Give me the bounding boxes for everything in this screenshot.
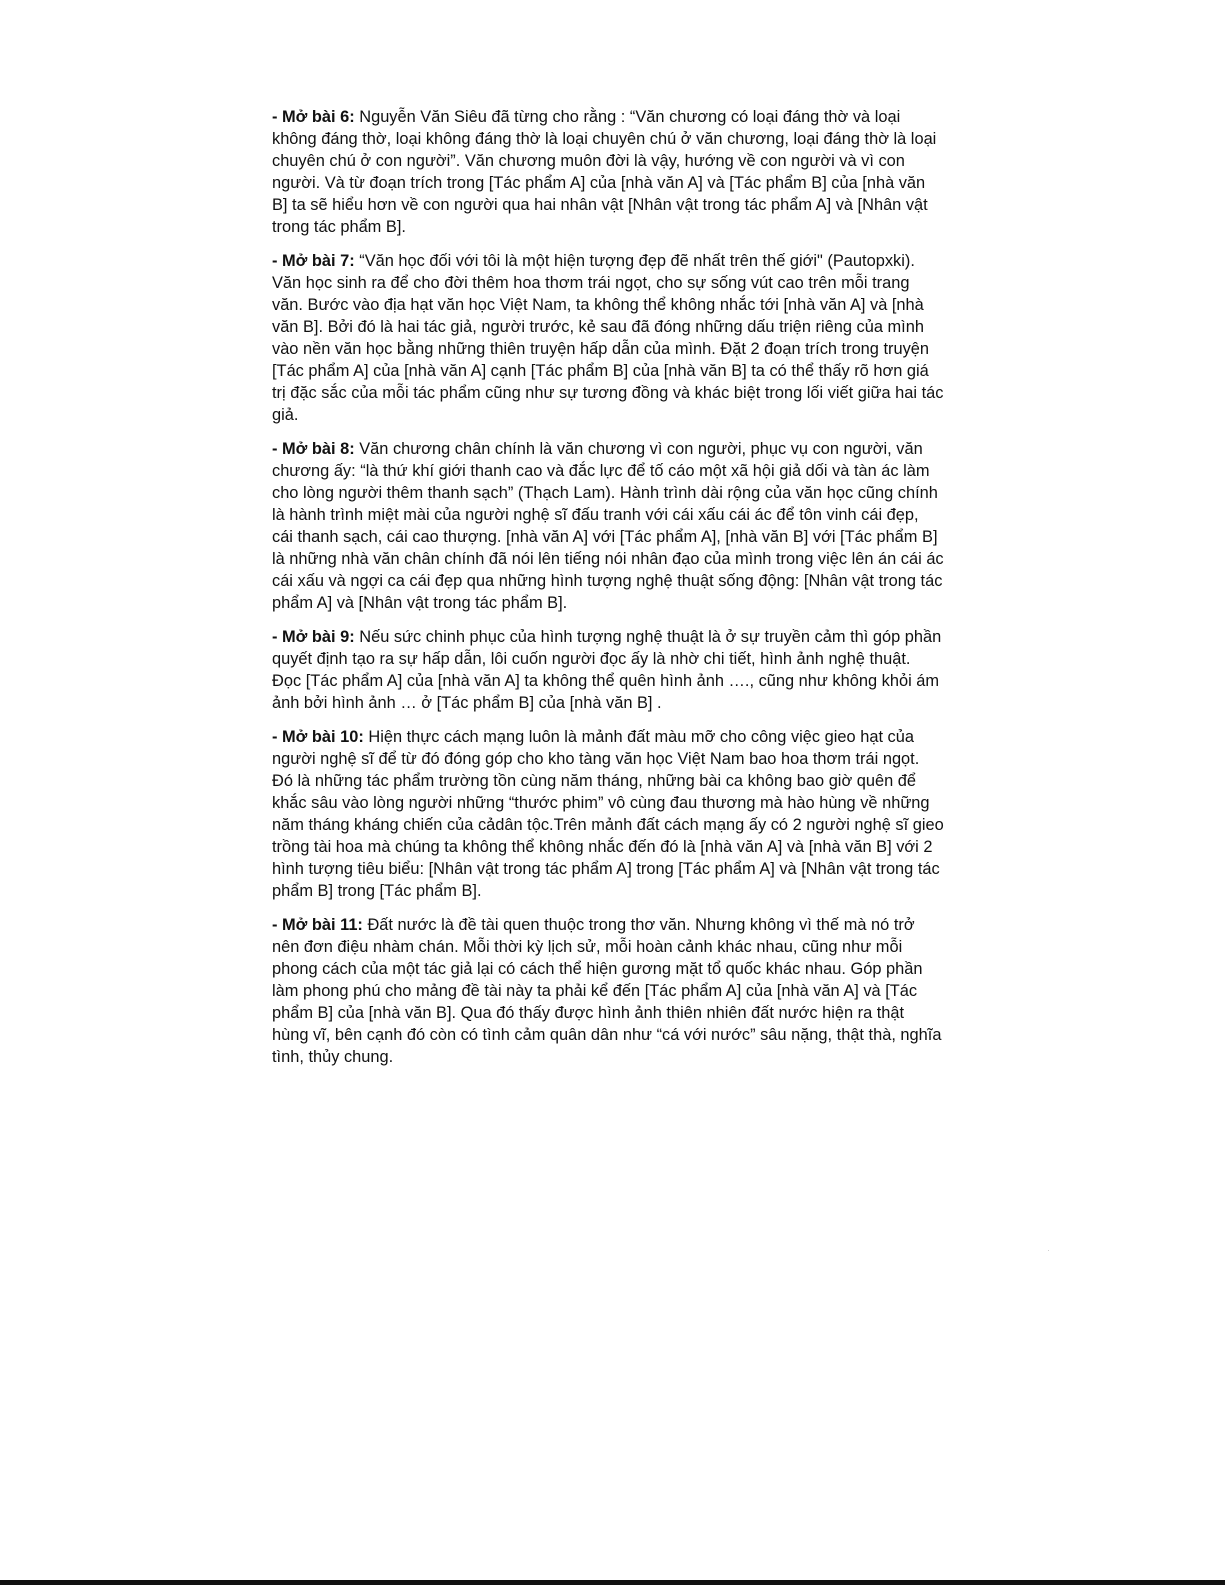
paragraph-mo-bai-11 — [272, 914, 944, 1068]
paragraph-heading: - Mở bài 6: — [272, 108, 355, 126]
paragraph-heading: - Mở bài 8: — [272, 440, 355, 458]
page-bottom-border — [0, 1580, 1225, 1585]
paragraph-heading: - Mở bài 11: — [272, 916, 363, 934]
paragraph-mo-bai-7 — [272, 250, 944, 426]
document-body — [272, 106, 944, 1080]
paragraph-text: Hiện thực cách mạng luôn là mảnh đất màu mỡ cho công việc gieo hạt của người nghệ sĩ để từ đó đóng góp cho kho tàng văn học Việt Nam bao hoa thơm trái ngọt. Đó là những tác phẩm trường tồn cùng năm tháng, những bài ca không bao giờ quên để khắc sâu vào lòng người những “thước phim” vô cùng đau thương mà hào hùng về những năm tháng kháng chiến của cảdân tộc.Trên mảnh đất cách mạng ấy có 2 người nghệ sĩ gieo trồng tài hoa mà chúng ta không thể không nhắc đến đó là [nhà văn A] và [nhà văn B] với 2 hình tượng tiêu biểu: [Nhân vật trong tác phẩm A] trong [Tác phẩm A] và [Nhân vật trong tác phẩm B] trong [Tác phẩm B]. — [272, 728, 944, 900]
paragraph-mo-bai-10 — [272, 726, 944, 902]
paragraph-heading: - Mở bài 10: — [272, 728, 364, 746]
paragraph-heading: - Mở bài 7: — [272, 252, 355, 270]
paragraph-text: Văn chương chân chính là văn chương vì con người, phục vụ con người, văn chương ấy: “là thứ khí giới thanh cao và đắc lực để tố cáo một xã hội giả dối và tàn ác làm cho lòng người thêm thanh sạch” (Thạch Lam). Hành trình dài rộng của văn học cũng chính là hành trình miệt mài của người nghệ sĩ đấu tranh với cái xấu cái ác để tôn vinh cái đẹp, cái thanh sạch, cái cao thượng. [nhà văn A] với [Tác phẩm A], [nhà văn B] với [Tác phẩm B] là những nhà văn chân chính đã nói lên tiếng nói nhân đạo của mình trong việc lên án cái ác cái xấu và ngợi ca cái đẹp qua những hình tượng nghệ thuật sống động: [Nhân vật trong tác phẩm A] và [Nhân vật trong tác phẩm B]. — [272, 440, 944, 612]
paragraph-mo-bai-6 — [272, 106, 944, 238]
scan-speck — [1048, 1250, 1049, 1251]
paragraph-mo-bai-8 — [272, 438, 944, 614]
paragraph-text: “Văn học đối với tôi là một hiện tượng đẹp đẽ nhất trên thế giới" (Pautopxki). Văn học sinh ra để cho đời thêm hoa thơm trái ngọt, cho sự sống vút cao trên mỗi trang văn. Bước vào địa hạt văn học Việt Nam, ta không thể không nhắc tới [nhà văn A] và [nhà văn B]. Bởi đó là hai tác giả, người trước, kẻ sau đã đóng những dấu triện riêng của mình vào nền văn học bằng những thiên truyện hấp dẫn của mình. Đặt 2 đoạn trích trong truyện [Tác phẩm A] của [nhà văn A] cạnh [Tác phẩm B] của [nhà văn B] ta có thể thấy rõ hơn giá trị đặc sắc của mỗi tác phẩm cũng như sự tương đồng và khác biệt trong lối viết giữa hai tác giả. — [272, 252, 944, 424]
paragraph-heading: - Mở bài 9: — [272, 628, 355, 646]
paragraph-mo-bai-9 — [272, 626, 944, 714]
paragraph-text: Nguyễn Văn Siêu đã từng cho rằng : “Văn chương có loại đáng thờ và loại không đáng thờ, loại không đáng thờ là loại chuyên chú ở văn chương, loại đáng thờ là loại chuyên chú ở con người”. Văn chương muôn đời là vậy, hướng về con người và vì con người. Và từ đoạn trích trong [Tác phẩm A] của [nhà văn A] và [Tác phẩm B] của [nhà văn B] ta sẽ hiểu hơn về con người qua hai nhân vật [Nhân vật trong tác phẩm A] và [Nhân vật trong tác phẩm B]. — [272, 108, 937, 236]
paragraph-text: Đất nước là đề tài quen thuộc trong thơ văn. Nhưng không vì thế mà nó trở nên đơn điệu nhàm chán. Mỗi thời kỳ lịch sử, mỗi hoàn cảnh khác nhau, cũng như mỗi phong cách của một tác giả lại có cách thể hiện gương mặt tổ quốc khác nhau. Góp phần làm phong phú cho mảng đề tài này ta phải kể đến [Tác phẩm A] của [nhà văn A] và [Tác phẩm B] của [nhà văn B]. Qua đó thấy được hình ảnh thiên nhiên đất nước hiện ra thật hùng vĩ, bên cạnh đó còn có tình cảm quân dân như “cá với nước” sâu nặng, thật thà, nghĩa tình, thủy chung. — [272, 916, 942, 1066]
paragraph-text: Nếu sức chinh phục của hình tượng nghệ thuật là ở sự truyền cảm thì góp phần quyết định tạo ra sự hấp dẫn, lôi cuốn người đọc ấy là nhờ chi tiết, hình ảnh nghệ thuật. Đọc [Tác phẩm A] của [nhà văn A] ta không thể quên hình ảnh …., cũng như không khỏi ám ảnh bởi hình ảnh … ở [Tác phẩm B] của [nhà văn B] . — [272, 628, 942, 712]
